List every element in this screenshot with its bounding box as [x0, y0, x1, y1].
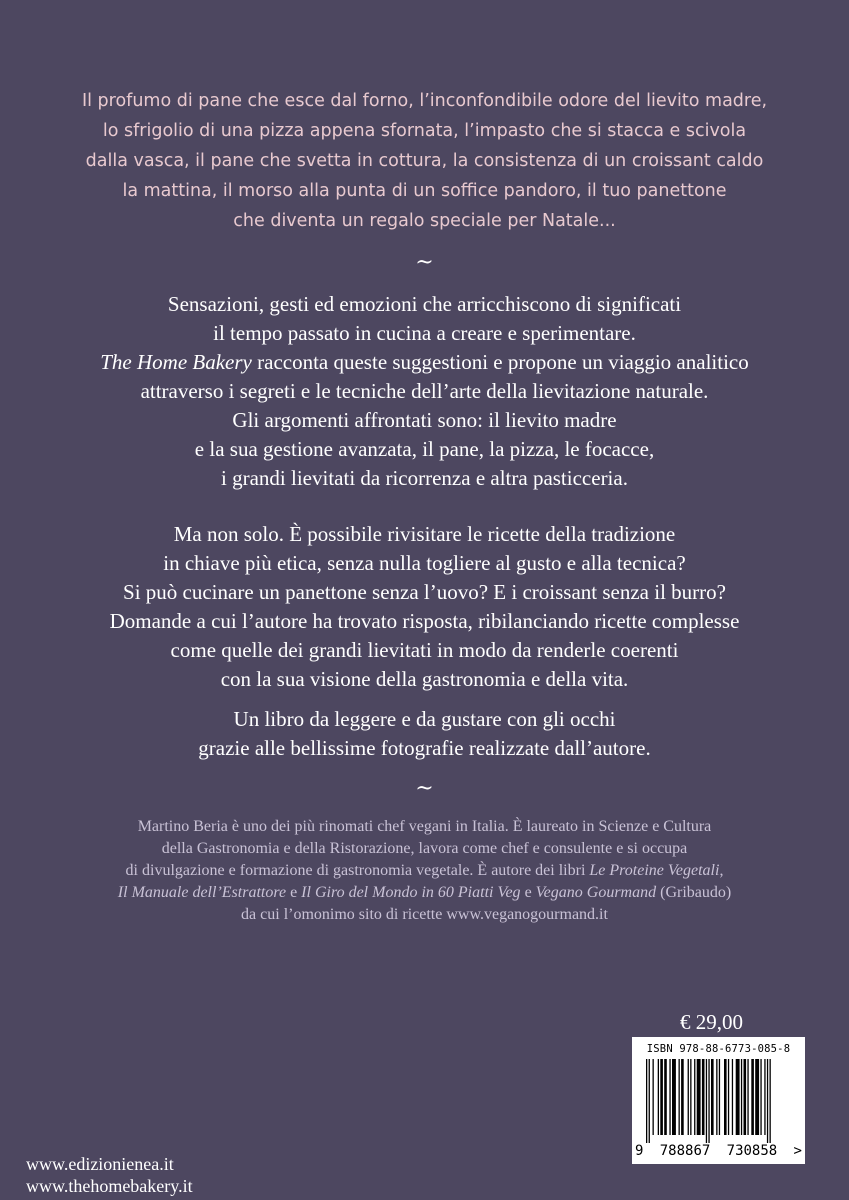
- questions-line: Si può cucinare un panettone senza l’uovo? E i croissant senza il burro?: [123, 580, 726, 604]
- website-link[interactable]: www.edizionienea.it: [26, 1154, 174, 1174]
- barcode-bar: [664, 1059, 667, 1135]
- barcode-bar: [646, 1059, 647, 1143]
- book-title: Vegano Gourmand: [535, 884, 657, 901]
- description-line: e la sua gestione avanzata, il pane, la pizza, le focacce,: [194, 437, 655, 461]
- barcode-bar: [747, 1059, 748, 1135]
- barcode-bar: [724, 1059, 727, 1135]
- bio-line: di divulgazione e formazione di gastronomia vegetale. È autore dei libri Le Proteine Vegetali,: [125, 862, 724, 879]
- barcode-bar: [708, 1059, 709, 1143]
- closing-line: Un libro da leggere e da gustare con gli occhi: [233, 707, 616, 731]
- barcode-bar: [755, 1059, 759, 1135]
- isbn-barcode: [632, 1037, 805, 1164]
- barcode-bar: [697, 1059, 701, 1135]
- tilde-separator: ~: [415, 776, 434, 801]
- isbn-number: ISBN 978-88-6773-085-8: [646, 1043, 791, 1055]
- bio-line: Il Manuale dell’Estrattore e Il Giro del Mondo in 60 Piatti Veg e Vegano Gourmand (Gribaudo): [117, 884, 732, 901]
- barcode-bar: [744, 1059, 747, 1135]
- barcode-left-digits: 788867: [659, 1143, 711, 1159]
- barcode-bar: [770, 1059, 771, 1143]
- barcode-marker: >: [793, 1143, 802, 1159]
- barcode-bar: [751, 1059, 754, 1135]
- barcode-bar: [681, 1059, 684, 1135]
- questions-line: come quelle dei grandi lievitati in modo da renderle coerenti: [170, 638, 679, 662]
- barcode-bar: [767, 1059, 768, 1143]
- barcode-digits: [632, 1143, 805, 1159]
- barcode-bar: [702, 1059, 705, 1135]
- description-line: Sensazioni, gesti ed emozioni che arricchiscono di significati: [167, 292, 682, 316]
- barcode-first-digit: 9: [635, 1143, 644, 1159]
- questions-line: Ma non solo. È possibile rivisitare le ricette della tradizione: [173, 522, 676, 546]
- barcode-bar: [649, 1059, 650, 1143]
- barcode-bar: [716, 1059, 717, 1135]
- barcode-bar: [672, 1059, 676, 1135]
- publisher-websites: [26, 1153, 193, 1197]
- intro-line: lo sfrigolio di una pizza appena sfornata, l’impasto che si stacca e scivola: [102, 121, 747, 141]
- intro-line: dalla vasca, il pane che svetta in cottura, la consistenza di un croissant caldo: [85, 151, 764, 171]
- intro-line: la mattina, il morso alla punta di un soffice pandoro, il tuo panettone: [122, 181, 727, 201]
- questions-paragraph: [40, 520, 809, 694]
- barcode-bar: [669, 1059, 670, 1135]
- book-title: Il Giro del Mondo in 60 Piatti Veg: [301, 884, 521, 901]
- barcode-bar: [653, 1059, 654, 1135]
- barcode-bar: [706, 1059, 707, 1143]
- website-link[interactable]: www.thehomebakery.it: [26, 1176, 193, 1196]
- description-paragraph: [40, 290, 809, 493]
- intro-line: Il profumo di pane che esce dal forno, l’inconfondibile odore del lievito madre,: [81, 91, 768, 111]
- description-line: il tempo passato in cucina a creare e sperimentare.: [213, 321, 636, 345]
- barcode-bar: [658, 1059, 659, 1135]
- tilde-separator: ~: [415, 250, 434, 275]
- bio-line: Martino Beria è uno dei più rinomati chef vegani in Italia. È laureato in Scienze e Cultura: [137, 818, 712, 835]
- barcode-bar: [728, 1059, 729, 1135]
- questions-line: Domande a cui l’autore ha trovato risposta, ribilanciando ricette complesse: [109, 609, 740, 633]
- barcode-bar: [764, 1059, 765, 1135]
- barcode-bar: [719, 1059, 720, 1135]
- description-line: Gli argomenti affrontati sono: il lievito madre: [232, 408, 617, 432]
- barcode-bar: [732, 1059, 733, 1135]
- intro-line: che diventa un regalo speciale per Natale...: [233, 211, 616, 231]
- bio-line: da cui l’omonimo sito di ricette www.veganogourmand.it: [241, 906, 608, 923]
- description-line: attraverso i segreti e le tecniche dell’arte della lievitazione naturale.: [140, 379, 709, 403]
- closing-paragraph: [40, 705, 809, 763]
- book-title: The Home Bakery: [100, 350, 252, 374]
- barcode-bar: [741, 1059, 742, 1135]
- price-label: € 29,00: [680, 1010, 743, 1034]
- barcode-bar: [711, 1059, 714, 1135]
- questions-line: con la sua visione della gastronomia e della vita.: [220, 667, 629, 691]
- description-line: The Home Bakery racconta queste suggestioni e propone un viaggio analitico: [100, 350, 749, 374]
- questions-line: in chiave più etica, senza nulla togliere al gusto e alla tecnica?: [163, 551, 686, 575]
- barcode-bar: [688, 1059, 689, 1135]
- barcode-bars: [638, 1059, 799, 1145]
- book-title: Le Proteine Vegetali: [589, 862, 720, 879]
- barcode-bar: [660, 1059, 663, 1135]
- closing-line: grazie alle bellissime fotografie realizzate dall’autore.: [198, 736, 651, 760]
- barcode-right-digits: 730858: [726, 1143, 778, 1159]
- barcode-bar: [690, 1059, 691, 1135]
- barcode-bar: [736, 1059, 740, 1135]
- book-title: Il Manuale dell’Estrattore: [117, 884, 287, 901]
- bio-line: della Gastronomia e della Ristorazione, lavora come chef e consulente e si occupa: [161, 840, 688, 857]
- barcode-bar: [694, 1059, 695, 1135]
- author-bio: [40, 816, 809, 926]
- barcode-bar: [679, 1059, 680, 1135]
- description-line: i grandi lievitati da ricorrenza e altra pasticceria.: [221, 466, 628, 490]
- barcode-bar: [760, 1059, 761, 1135]
- intro-paragraph: [40, 86, 809, 236]
